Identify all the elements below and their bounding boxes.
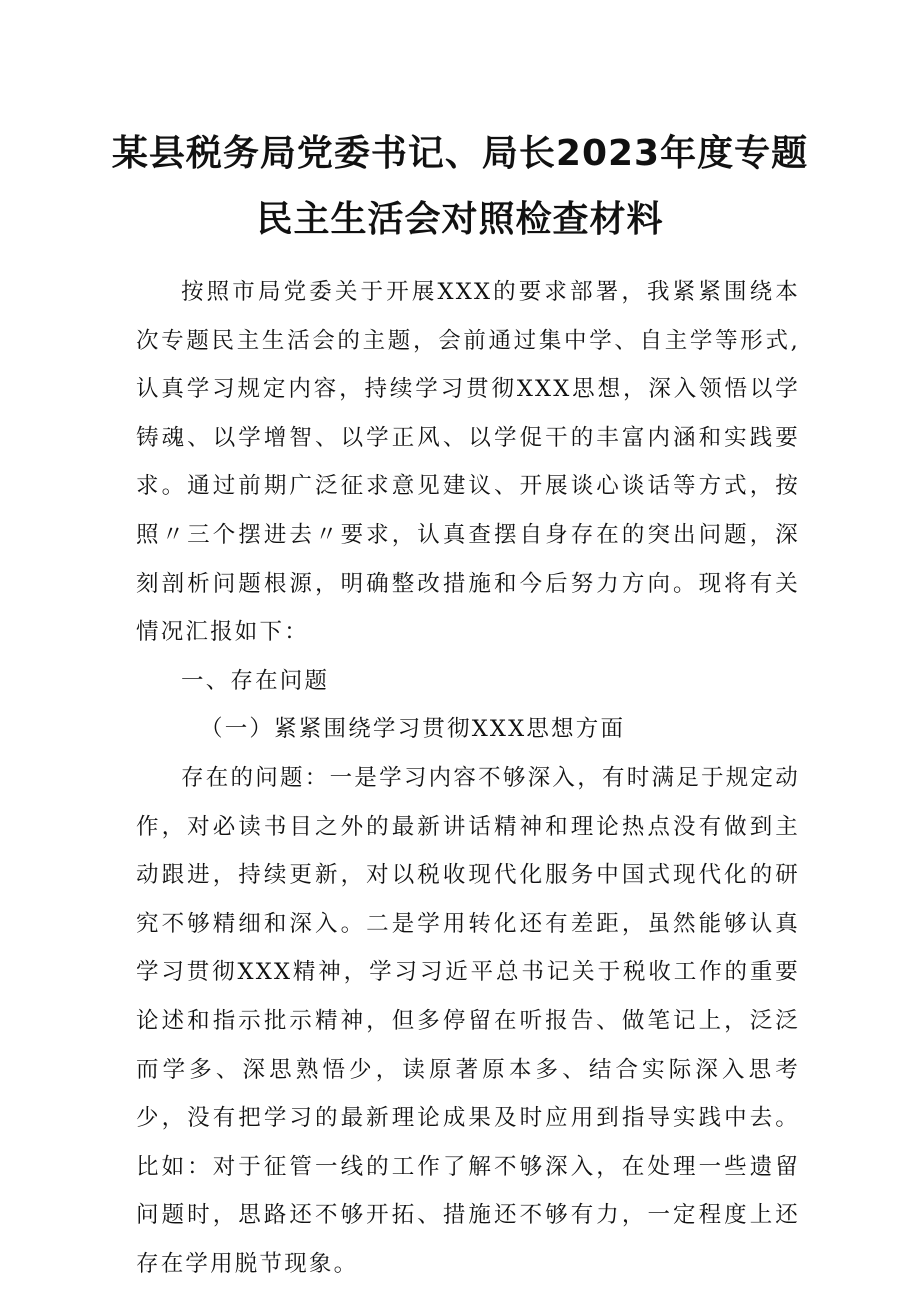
problem-paragraph: 存在的问题：一是学习内容不够深入，有时满足于规定动作，对必读书目之外的最新讲话精神和理论热点没有做到主动跟进，持续更新，对以税收现代化服务中国式现代化的研究不够精细和深入。二是学用转化还有差距，虽然能够认真学习贯彻XXX精神，学习习近平总书记关于税收工作的重要论述和指示批示精神，但多停留在听报告、做笔记上，泛泛而学多、深思熟悟少，读原著原本多、结合实际深入思考少，没有把学习的最新理论成果及时应用到指导实践中去。比如：对于征管一线的工作了解不够深入，在处理一些遗留问题时，思路还不够开拓、措施还不够有力，一定程度上还存在学用脱节现象。	[136, 764, 800, 1277]
intro-paragraph: 按照市局党委关于开展XXX的要求部署，我紧紧围绕本次专题民主生活会的主题，会前通过集中学、自主学等形式,认真学习规定内容，持续学习贯彻XXX思想，深入领悟以学铸魂、以学增智、以学正风、以学促干的丰富内涵和实践要求。通过前期广泛征求意见建议、开展谈心谈话等方式，按照〃三个摆进去〃要求，认真查摆自身存在的突出问题，深刻剖析问题根源，明确整改措施和今后努力方向。现将有关情况汇报如下：	[136, 279, 800, 646]
subsection-heading: （一）紧紧围绕学习贯彻XXX思想方面	[200, 716, 626, 743]
document-title-line-1: 某县税务局党委书记、局长2023年度专题	[111, 133, 809, 174]
document-title-line-2: 民主生活会对照检查材料	[256, 199, 664, 240]
document-body	[136, 268, 800, 1288]
section-heading: 一、存在问题	[181, 667, 330, 694]
